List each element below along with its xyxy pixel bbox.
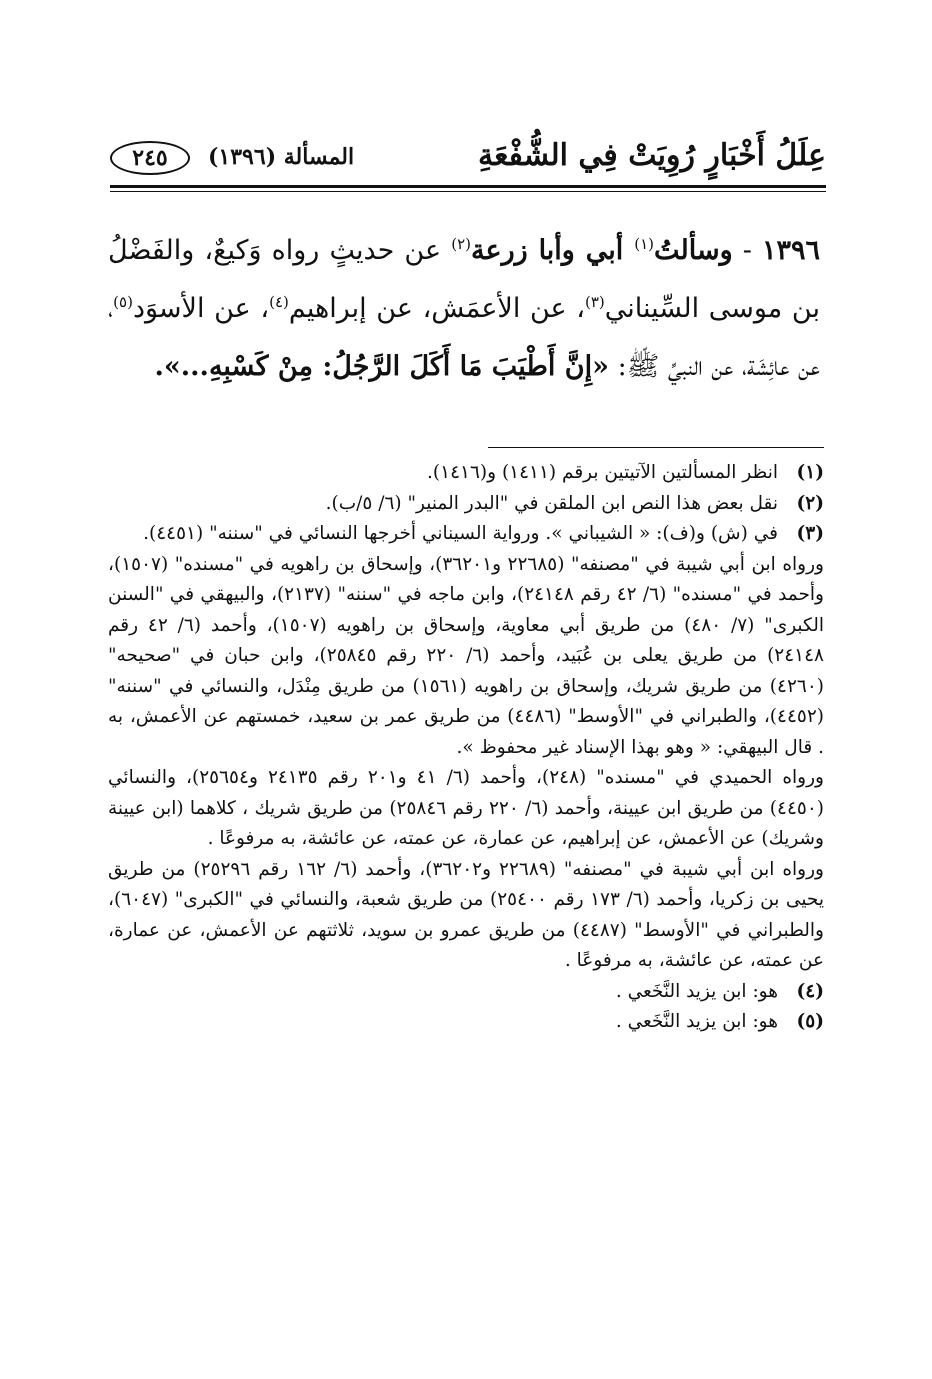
parents-text: أبي وأبا زرعة: [470, 235, 635, 266]
footnotes: [108, 458, 824, 1038]
footnote-text: انظر المسألتين الآتيتين برقم (١٤١١) و(١٤١٦).: [427, 462, 778, 483]
footnote-ref-2: (٢): [451, 235, 471, 253]
asker-word: وسألتُ: [654, 235, 733, 266]
footnote-separator: [488, 447, 824, 448]
chain-text-4: ، عن عائِشَة، عن النبيِّ ﷺ:: [108, 293, 820, 382]
footnote-text: هو: ابن يزيد النَّخَعي .: [615, 1011, 778, 1032]
footnote-2: [108, 489, 824, 520]
footnote-ref-1: (١): [634, 235, 654, 253]
footnote-ref-4: (٤): [269, 293, 289, 311]
footnote-3-paragraph-3: ورواه ابن أبي شيبة في "مصنفه" (٢٢٦٨٩ و٣٦٢٠٢)، وأحمد (٦/ ١٦٢ رقم ٢٥٢٩٦) من طريق يحيى بن زكريا، وأحمد (٦/ ١٧٣ رقم ٢٥٤٠٠) من طريق شعبة، والنسائي في "الكبرى" (٦٠٤٧)، والطبراني في "الأوسط" (٤٤٨٧) من طريق عمرو بن سويد، ثلاثتهم عن الأعمش، عن عمارة، عن عمته، عن عائشة، به مرفوعًا .: [108, 858, 825, 971]
hadith-text: «إِنَّ أَطْيَبَ مَا أَكَلَ الرَّجُلُ: مِنْ كَسْبِهِ...».: [154, 351, 610, 382]
issue-label: المسألة (١٣٩٦): [208, 144, 355, 170]
footnote-text: في (ش) و(ف): « الشيباني ». ورواية السيناني أخرجها النسائي في "سننه" (٤٤٥١).: [143, 523, 778, 544]
footnote-ref-5: (٥): [113, 293, 133, 311]
footnote-5: [108, 1007, 824, 1038]
running-title: عِلَلُ أَخْبَارٍ رُوِيَتْ فِي الشُّفْعَةِ: [478, 138, 826, 173]
footnote-number: (٤): [796, 980, 824, 1002]
footnote-number: (٢): [796, 492, 824, 514]
footnote-number: (٣): [796, 523, 824, 544]
footnote-text: نقل بعض هذا النص ابن الملقن في "البدر المنير" (٦/ ٥/ب).: [325, 492, 778, 514]
chain-text-2: ، عن الأعمَش، عن إبراهيم: [288, 293, 585, 324]
footnote-text: هو: ابن يزيد النَّخَعي .: [615, 980, 778, 1002]
footnote-4: [108, 977, 824, 1008]
footnote-number: (١): [796, 462, 824, 483]
footnote-1: [108, 458, 824, 489]
main-text: [108, 222, 820, 396]
footnote-ref-3: (٣): [584, 293, 605, 311]
header-rule-thick: [110, 185, 826, 188]
page-number: ٢٤٥: [132, 145, 168, 171]
chain-text-3: ، عن الأسوَد: [132, 293, 270, 324]
footnote-3: [108, 519, 824, 550]
footnote-number: (٥): [796, 1011, 824, 1032]
issue-number: ١٣٩٦: [761, 235, 820, 266]
footnote-3-paragraph-2: ورواه الحميدي في "مسنده" (٢٤٨)، وأحمد (٦/ ٤١ و٢٠١ رقم ٢٤١٣٥ و٢٥٦٥٤)، والنسائي (٤٤٥٠) من طريق ابن عيينة، وأحمد (٦/ ٢٢٠ رقم ٢٥٨٤٦) من طريق شريك ، كلاهما (ابن عيينة وشريك) عن الأعمش، عن إبراهيم، عن عمارة، عن عمته، عن عائشة، به مرفوعًا .: [108, 767, 824, 849]
chain-text-1: عن حديثٍ رواه وَكيعٌ، والفَضْلُ بن موسى السِّيناني: [108, 235, 820, 324]
header-rule-thin: [110, 191, 826, 192]
footnote-3-paragraph-1: ورواه ابن أبي شيبة في "مصنفه" (٢٢٦٨٥ و٣٦٢٠١)، وإسحاق بن راهويه في "مسنده" (١٥٠٧)، وأحمد في "مسنده" (٦/ ٤٢ رقم ٢٤١٤٨)، وابن ماجه في "سننه" (٢١٣٧)، والبيهقي في "السنن الكبرى" (٧/ ٤٨٠) من طريق أبي معاوية، وإسحاق بن راهويه (١٥٠٧)، وأحمد (٦/ ٤٢ رقم ٢٤١٤٨) من طريق يعلى بن عُبَيد، وأحمد (٦/ ٢٢٠ رقم ٢٥٨٤٥)، وابن حبان في "صحيحه" (٤٢٦٠) من طريق شريك، وإسحاق بن راهويه (١٥٦١) من طريق مِنْدَل، والنسائي في "سننه" (٤٤٥٢)، والطبراني في "الأوسط" (٤٤٨٦) من طريق عمر بن سعيد، خمستهم عن الأعمش، به . قال البيهقي: « وهو بهذا الإسناد غير محفوظ ».: [108, 553, 824, 758]
page-header: [110, 136, 826, 182]
page-number-oval: [110, 141, 190, 175]
issue-dash: -: [732, 235, 762, 266]
